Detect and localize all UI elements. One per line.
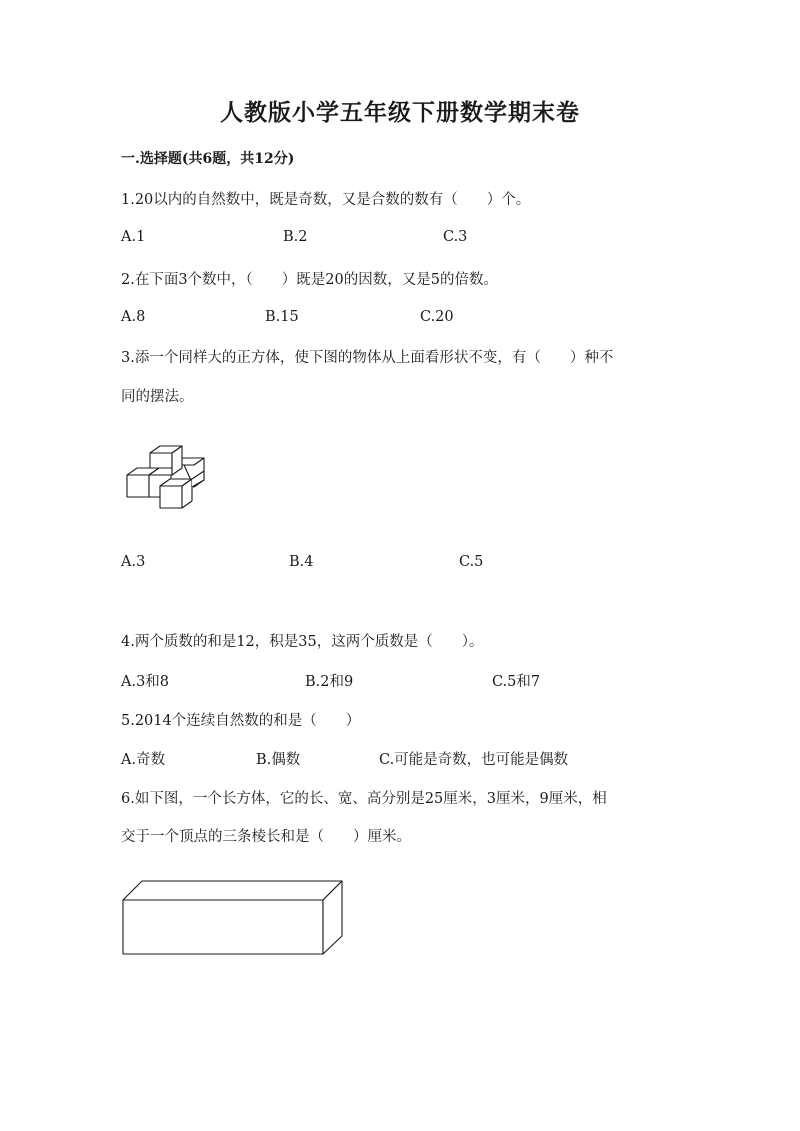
question-3-option-a: A.3 bbox=[121, 554, 146, 570]
question-5-option-a: A.奇数 bbox=[121, 752, 166, 768]
question-5-option-c: C.可能是奇数，也可能是偶数 bbox=[379, 752, 569, 768]
question-5-text: 5.2014个连续自然数的和是（ ） bbox=[121, 713, 361, 729]
question-4-option-a: A.3和8 bbox=[121, 674, 170, 690]
question-1-option-a: A.1 bbox=[121, 229, 146, 245]
question-4-text: 4.两个质数的和是12，积是35，这两个质数是（ ）。 bbox=[121, 634, 484, 650]
question-5-option-b: B.偶数 bbox=[256, 752, 301, 768]
question-4-option-c: C.5和7 bbox=[492, 674, 541, 690]
question-2-text: 2.在下面3个数中，（ ）既是20的因数，又是5的倍数。 bbox=[121, 272, 498, 288]
question-2-option-b: B.15 bbox=[265, 309, 299, 325]
cuboid-figure bbox=[118, 876, 350, 958]
cube-stack-figure bbox=[120, 436, 216, 516]
question-1-text: 1.20以内的自然数中，既是奇数，又是合数的数有（ ）个。 bbox=[121, 192, 531, 208]
question-1-option-c: C.3 bbox=[443, 229, 468, 245]
question-3-option-c: C.5 bbox=[459, 554, 484, 570]
question-3-option-b: B.4 bbox=[289, 554, 314, 570]
question-3-text-line-1: 3.添一个同样大的正方体，使下图的物体从上面看形状不变，有（ ）种不 bbox=[121, 350, 614, 366]
page-title: 人教版小学五年级下册数学期末卷 bbox=[220, 99, 580, 126]
section-heading: 一.选择题(共6题，共12分) bbox=[121, 151, 295, 167]
question-2-option-a: A.8 bbox=[121, 309, 146, 325]
question-6-text-line-2: 交于一个顶点的三条棱长和是（ ）厘米。 bbox=[121, 829, 411, 845]
question-2-option-c: C.20 bbox=[420, 309, 454, 325]
question-3-text-line-2: 同的摆法。 bbox=[121, 389, 194, 405]
question-1-option-b: B.2 bbox=[283, 229, 308, 245]
question-4-option-b: B.2和9 bbox=[305, 674, 354, 690]
question-6-text-line-1: 6.如下图，一个长方体，它的长、宽、高分别是25厘米，3厘米，9厘米，相 bbox=[121, 791, 607, 807]
